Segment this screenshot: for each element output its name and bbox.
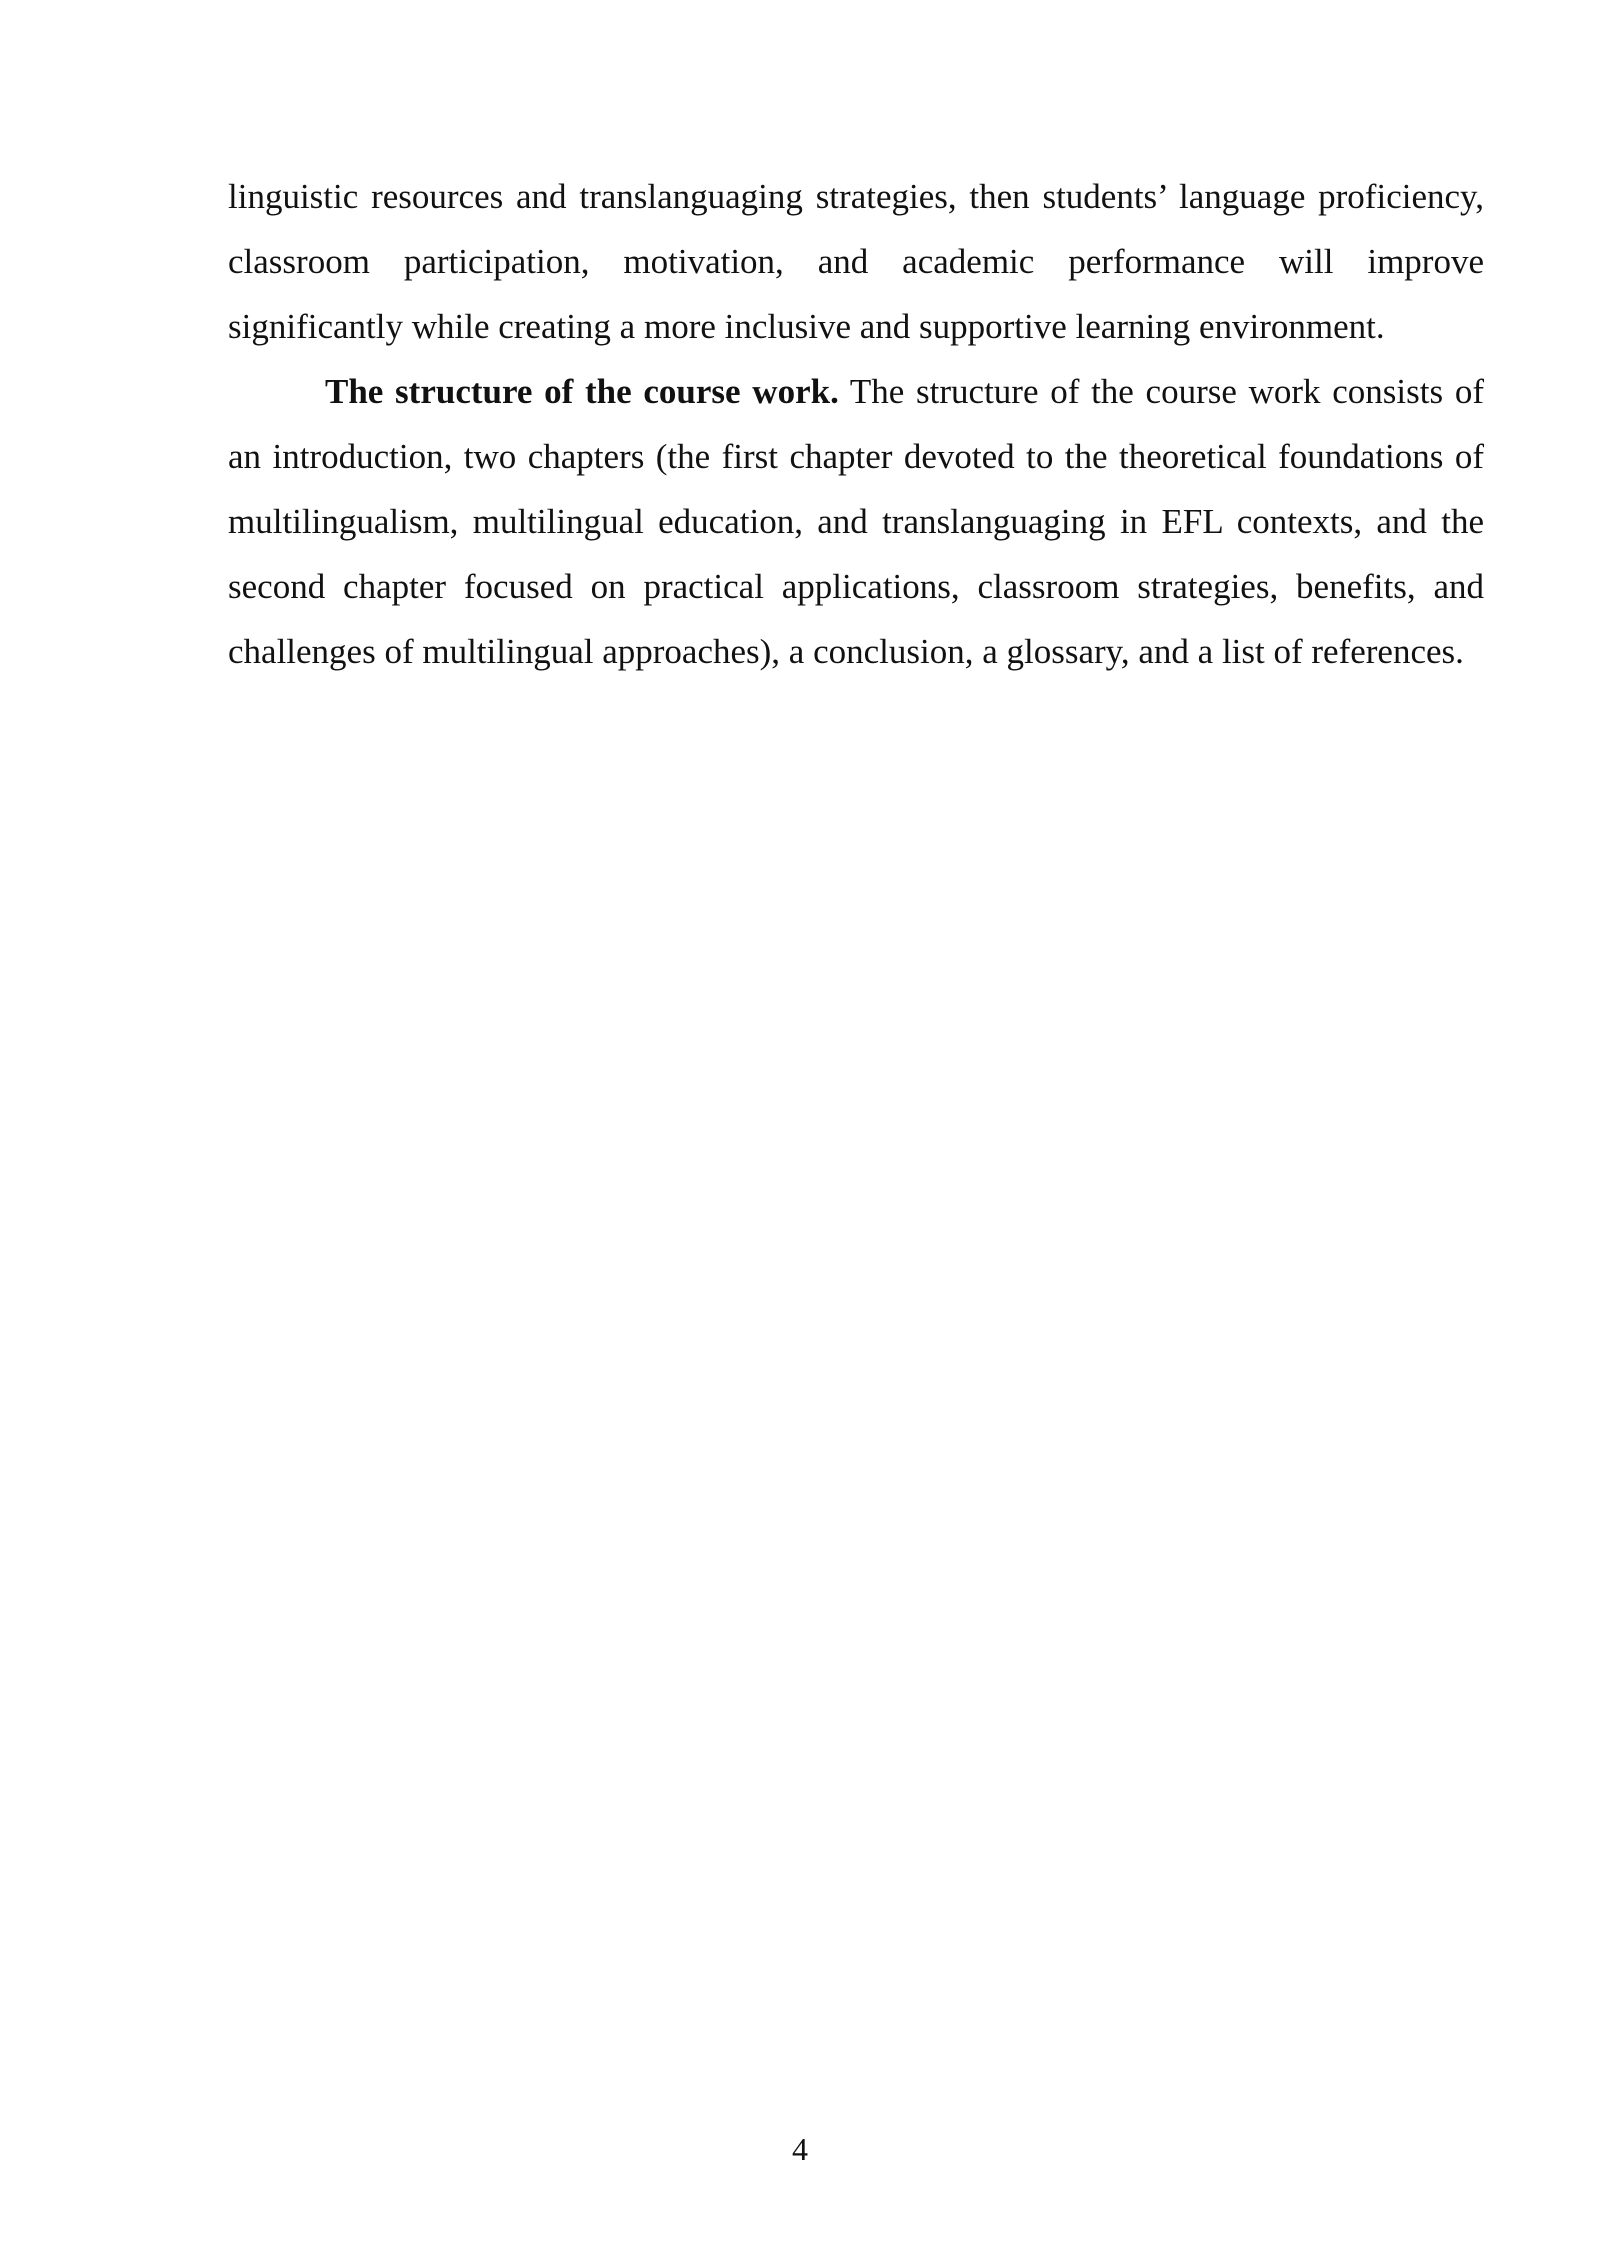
structure-paragraph-body: The structure of the course work consists of an introduction, two chapters (the first chapter devoted to the theoretical foundations of multilingualism, multilingual education, and translanguaging in EFL contexts, and the second chapter focused on practical applications, classroom strategies, benefits, and challenges of multilingual approaches), a conclusion, a glossary, and a list of references. — [228, 372, 1484, 671]
body-text — [228, 164, 1484, 684]
structure-heading: The structure of the course work. — [325, 372, 839, 411]
structure-paragraph — [228, 359, 1484, 684]
continued-paragraph: linguistic resources and translanguaging strategies, then students’ language proficiency, classroom participation, motivation, and academic performance will improve significantly while creating a more inclusive and supportive learning environment. — [228, 177, 1484, 346]
page-number: 4 — [792, 2131, 808, 2167]
